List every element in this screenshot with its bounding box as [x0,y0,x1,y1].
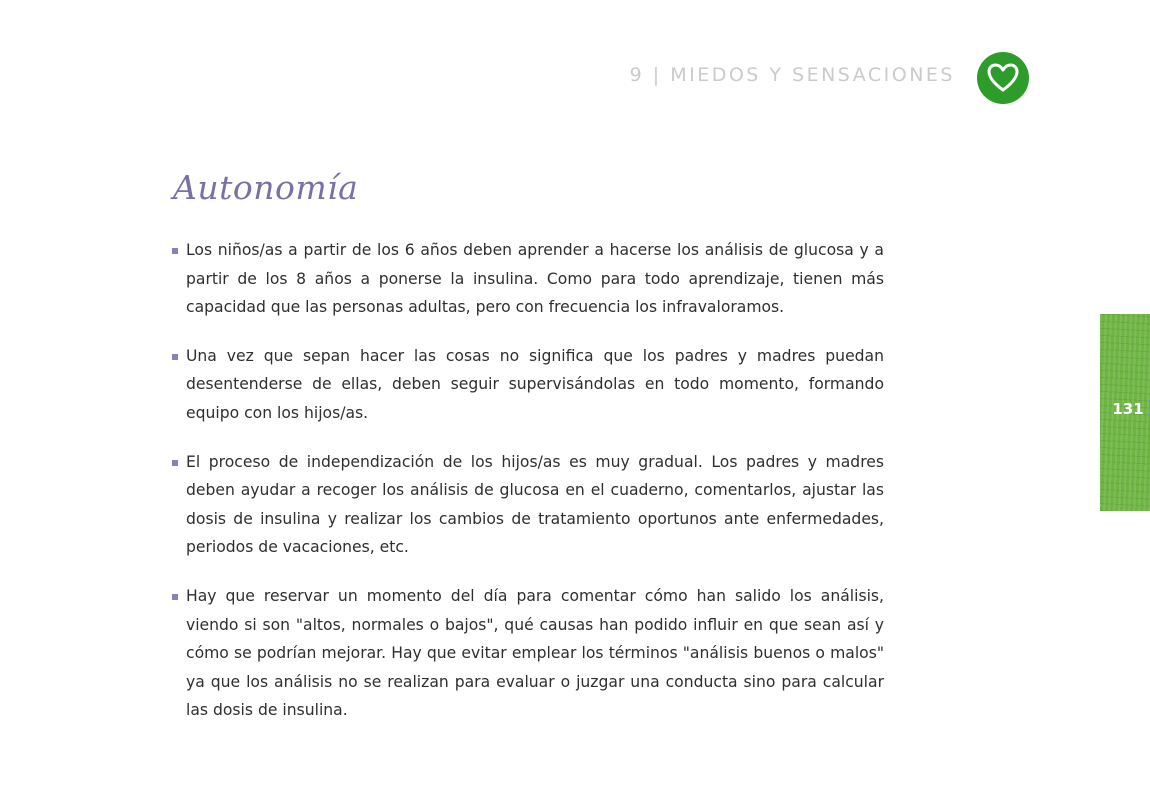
heart-badge [977,52,1029,104]
page-title: Autonomía [173,168,359,207]
list-item [168,236,884,322]
bullet-square-icon [172,354,178,360]
list-item-text: Una vez que sepan hacer las cosas no significa que los padres y madres puedan desentenderse de ellas, deben seguir supervisándolas en todo momento, formando equipo con los hijos/as. [186,346,884,422]
list-item [168,448,884,562]
list-item-text: Hay que reservar un momento del día para comentar cómo han salido los análisis, viendo si son "altos, normales o bajos", qué causas han podido influir en que sean así y cómo se podrían mejorar. Hay que evitar emplear los términos "análisis buenos o malos" ya que los análisis no se realizan para evaluar o juzgar una conducta sino para calcular las dosis de insulina. [186,586,884,720]
list-item [168,582,884,725]
bullet-square-icon [172,594,178,600]
page-number: 131 [1112,400,1144,418]
bullet-square-icon [172,460,178,466]
bullet-square-icon [172,248,178,254]
heart-icon [986,61,1020,95]
section-header: 9 | MIEDOS Y SENSACIONES [629,64,955,86]
bullet-list [168,236,884,745]
list-item-text: Los niños/as a partir de los 6 años deben aprender a hacerse los análisis de glucosa y a partir de los 8 años a ponerse la insulina. Como para todo aprendizaje, tienen más capacidad que las personas adultas, pero con frecuencia los infravaloramos. [186,241,884,317]
list-item [168,342,884,428]
list-item-text: El proceso de independización de los hijos/as es muy gradual. Los padres y madres deben ayudar a recoger los análisis de glucosa en el cuaderno, comentarlos, ajustar las dosis de insulina y realizar los cambios de tratamiento oportunos ante enfermedades, periodos de vacaciones, etc. [186,452,884,557]
